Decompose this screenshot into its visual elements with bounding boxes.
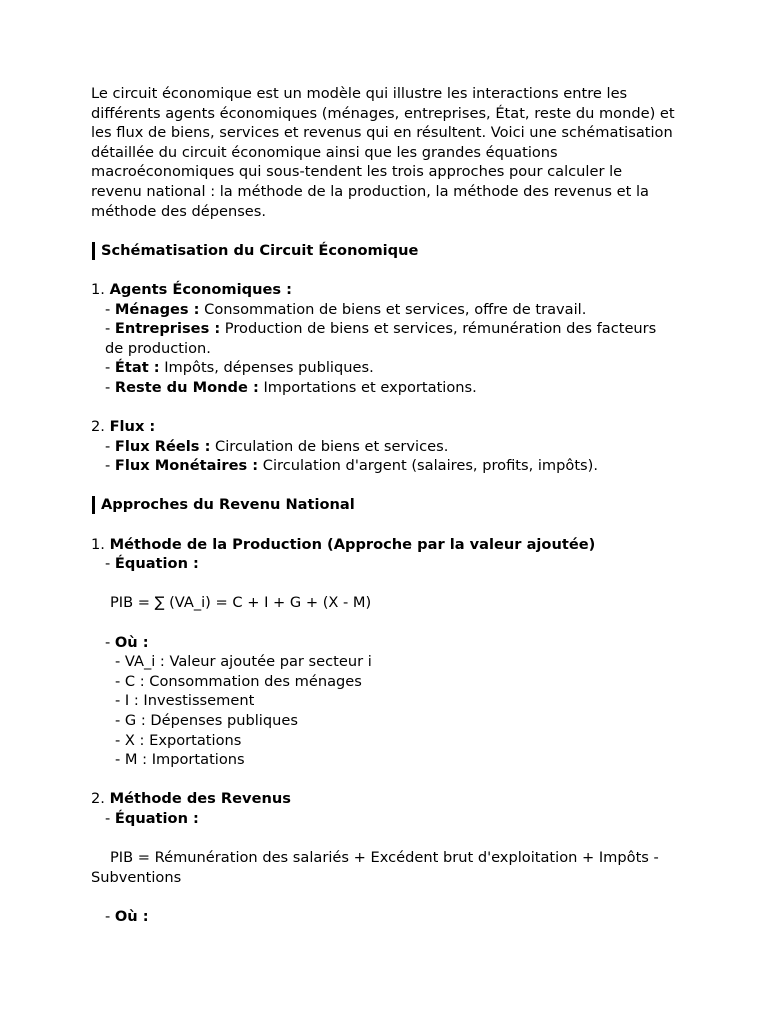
revenus-equation: PIB = Rémunération des salariés + Excédent brut d'exploitation + Impôts - Subventions xyxy=(91,849,659,886)
where-label: - Où : xyxy=(105,633,149,651)
flux-item: - Flux Réels : Circulation de biens et services. xyxy=(105,437,449,455)
spacer xyxy=(91,574,676,594)
revenus-method-title: 2. Méthode des Revenus xyxy=(91,790,291,808)
spacer xyxy=(91,613,676,633)
where-item: - M : Importations xyxy=(115,751,245,769)
flux-item: - Flux Monétaires : Circulation d'argent (salaires, profits, impôts). xyxy=(105,457,598,475)
production-equation: PIB = ∑ (VA_i) = C + I + G + (X - M) xyxy=(110,594,372,612)
where-item: - G : Dépenses publiques xyxy=(115,712,298,729)
equation-label: - Équation : xyxy=(105,555,199,573)
agent-item: - État : Impôts, dépenses publiques. xyxy=(105,359,374,377)
where-label: - Où : xyxy=(105,907,149,925)
section-heading-revenu: Approches du Revenu National xyxy=(91,495,676,515)
flux-title: 2. Flux : xyxy=(91,418,156,436)
production-method-title: 1. Méthode de la Production (Approche par la valeur ajoutée) xyxy=(91,535,596,553)
agent-item: - Ménages : Consommation de biens et services, offre de travail. xyxy=(105,300,587,318)
agents-title: 1. Agents Économiques : xyxy=(91,280,292,298)
spacer xyxy=(91,770,676,790)
spacer xyxy=(91,398,676,418)
spacer xyxy=(91,476,676,496)
where-item: - I : Investissement xyxy=(115,692,255,710)
equation-label: - Équation : xyxy=(105,809,199,827)
where-item: - C : Consommation des ménages xyxy=(115,672,362,690)
agent-item: - Entreprises : Production de biens et services, rémunération des facteurs de production. xyxy=(105,320,657,357)
agent-item: - Reste du Monde : Importations et exportations. xyxy=(105,378,477,396)
spacer xyxy=(91,887,676,907)
document-body xyxy=(91,84,676,927)
where-item: - VA_i : Valeur ajoutée par secteur i xyxy=(115,653,372,671)
spacer xyxy=(91,829,676,849)
where-item: - X : Exportations xyxy=(115,731,242,749)
intro-paragraph: Le circuit économique est un modèle qui illustre les interactions entre les différents agents économiques (ménages, entreprises, État, reste du monde) et les flux de biens, services et revenus qui en résultent. Voici une schématisation détaillée du circuit économique ainsi que les grandes équations macroéconomiques qui sous-tendent les trois approches pour calculer le revenu national : la méthode de la production, la méthode des revenus et la méthode des dépenses. xyxy=(91,85,675,220)
section-heading-circuit: Schématisation du Circuit Économique xyxy=(91,241,676,261)
